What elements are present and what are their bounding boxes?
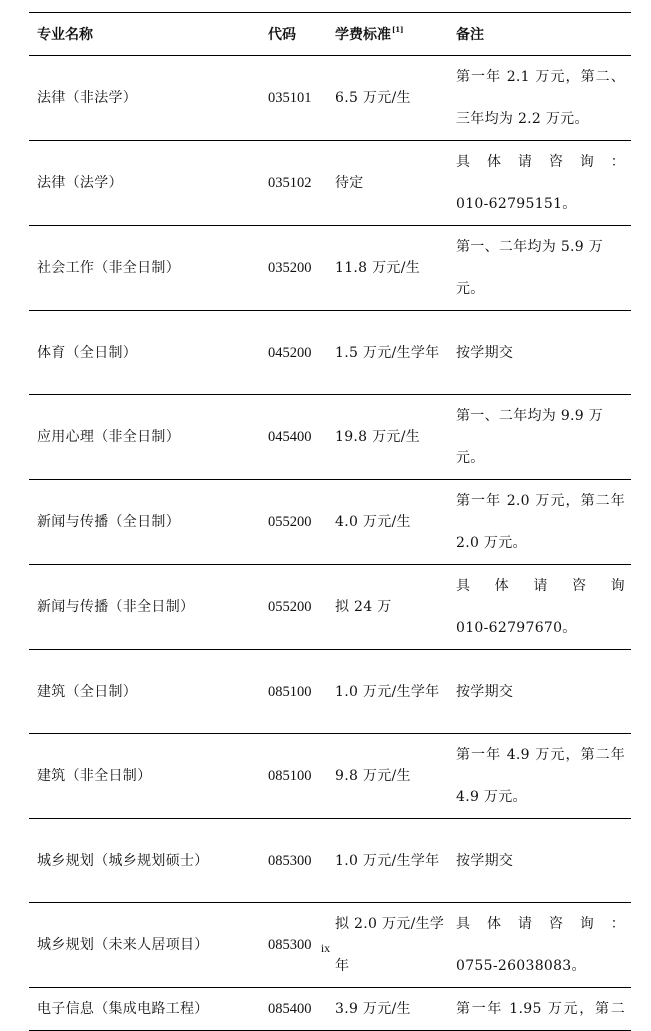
- header-row: [29, 13, 631, 56]
- cell-fee: 4.0 万元/生: [335, 514, 411, 530]
- remark-line: 按学期交: [456, 683, 514, 700]
- cell-code: 085100: [268, 768, 312, 784]
- cell-code: 085100: [268, 683, 312, 700]
- page-number: ix: [320, 941, 331, 955]
- table-row: [29, 311, 631, 395]
- remark-line: 第一年 4.9 万元，第二年: [456, 747, 625, 763]
- remark-line: 010-62795151。: [456, 196, 577, 212]
- remark-line: 第一年 1.95 万元，第二: [456, 1001, 625, 1017]
- remark-line: 三年均为 2.2 万元。: [456, 111, 589, 127]
- cell-remark: [448, 819, 631, 903]
- remark-line: 按学期交: [456, 344, 514, 361]
- cell-major: 建筑（非全日制）: [37, 768, 152, 784]
- remark-line: 第一年 2.1 万元，第二、: [456, 69, 625, 85]
- table-row: [29, 226, 631, 311]
- cell-major: 社会工作（非全日制）: [37, 260, 180, 276]
- cell-major: 体育（全日制）: [37, 344, 138, 361]
- cell-remark: [448, 395, 631, 480]
- cell-major: 城乡规划（未来人居项目）: [37, 937, 209, 953]
- header-fee-label: 学费标准: [335, 27, 391, 43]
- header-fee: [327, 13, 448, 56]
- cell-major: 法律（法学）: [37, 175, 123, 191]
- table-row: [29, 988, 631, 1031]
- table-row: [29, 734, 631, 819]
- table-header: [29, 13, 631, 56]
- table-row: [29, 56, 631, 141]
- fee-table-document: [29, 12, 631, 1031]
- cell-fee: 1.0 万元/生学年: [335, 683, 440, 700]
- cell-major: 应用心理（非全日制）: [37, 429, 180, 445]
- remark-line: 0755-26038083。: [456, 958, 586, 974]
- cell-remark: [448, 141, 631, 226]
- cell-remark: [448, 311, 631, 395]
- remark-line: 010-62797670。: [456, 620, 577, 636]
- cell-major: 城乡规划（城乡规划硕士）: [37, 852, 209, 869]
- cell-code: 035102: [268, 175, 312, 191]
- table-row: [29, 395, 631, 480]
- table-row: [29, 141, 631, 226]
- cell-code: 085400: [268, 1001, 312, 1017]
- table-body: [29, 56, 631, 1031]
- table-row: [29, 565, 631, 650]
- cell-fee: 拟 2.0 万元/生学年: [335, 916, 445, 974]
- table-row: [29, 650, 631, 734]
- cell-major: 新闻与传播（全日制）: [37, 514, 180, 530]
- cell-fee: 待定: [335, 175, 364, 191]
- cell-code: 055200: [268, 514, 312, 530]
- cell-code: 085300: [268, 852, 312, 869]
- cell-fee: 1.0 万元/生学年: [335, 852, 440, 869]
- remark-line: 第一、二年均为 9.9 万元。: [456, 408, 604, 466]
- cell-major: 电子信息（集成电路工程）: [37, 1001, 209, 1017]
- cell-code: 045400: [268, 429, 312, 445]
- tuition-fee-table: [29, 12, 631, 1031]
- header-remark: 备注: [456, 27, 484, 43]
- cell-fee: 19.8 万元/生: [335, 429, 421, 445]
- cell-fee: 1.5 万元/生学年: [335, 344, 440, 361]
- cell-remark: [448, 650, 631, 734]
- cell-remark: [448, 226, 631, 311]
- table-row: [29, 819, 631, 903]
- cell-code: 035101: [268, 90, 312, 106]
- cell-remark: [448, 734, 631, 819]
- header-code: 代码: [268, 27, 296, 43]
- remark-line: 具 体 请 咨 询: [456, 578, 625, 594]
- cell-fee: 3.9 万元/生: [335, 1001, 411, 1017]
- header-major: 专业名称: [37, 27, 93, 43]
- remark-line: 具 体 请 咨 询 ：: [456, 154, 625, 170]
- cell-remark: [448, 56, 631, 141]
- cell-fee: 9.8 万元/生: [335, 768, 411, 784]
- cell-code: 055200: [268, 599, 312, 615]
- cell-remark: [448, 480, 631, 565]
- cell-fee: 11.8 万元/生: [335, 260, 421, 276]
- table-row: [29, 480, 631, 565]
- cell-major: 建筑（全日制）: [37, 683, 138, 700]
- cell-remark: [448, 565, 631, 650]
- remark-line: 第一、二年均为 5.9 万元。: [456, 239, 604, 297]
- cell-major: 新闻与传播（非全日制）: [37, 599, 195, 615]
- cell-fee: 6.5 万元/生: [335, 90, 411, 106]
- remark-line: 第一年 2.0 万元，第二年: [456, 493, 625, 509]
- remark-line: 2.0 万元。: [456, 535, 527, 551]
- cell-code: 085300: [268, 937, 312, 953]
- remark-line: 按学期交: [456, 852, 514, 869]
- cell-code: 035200: [268, 260, 312, 276]
- cell-fee: 拟 24 万: [335, 599, 392, 615]
- cell-remark: [448, 988, 631, 1031]
- remark-line: 具 体 请 咨 询 ：: [456, 916, 625, 932]
- cell-code: 045200: [268, 344, 312, 361]
- cell-major: 法律（非法学）: [37, 90, 138, 106]
- footnote-mark: [1]: [392, 25, 404, 34]
- remark-line: 4.9 万元。: [456, 789, 527, 805]
